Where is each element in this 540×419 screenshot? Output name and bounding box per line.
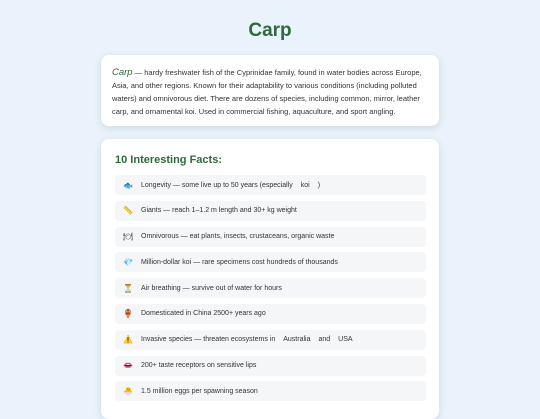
fact-item [115,330,426,350]
fish-icon: 🐟 [123,180,133,190]
fact-item [115,304,426,324]
fact-item [115,201,426,221]
fact-text: 1.5 million eggs per spawning season [141,387,258,395]
fact-highlight: koi [300,181,310,189]
fact-text: Invasive species — threaten ecosystems in [141,336,276,344]
fact-item [115,252,426,272]
facts-card [101,139,439,419]
fact-item [115,381,426,401]
fact-highlight: ) [317,181,321,189]
hatching-chick-icon: 🐣 [123,386,133,396]
fact-item [115,227,426,247]
fact-text: Longevity — some live up to 50 years (especially [141,181,293,189]
fact-list [115,175,426,407]
fact-text: Omnivorous — eat plants, insects, crustaceans, organic waste [141,233,335,241]
fact-text: Air breathing — survive out of water for hours [141,284,282,292]
lips-icon: 👄 [123,361,133,371]
intro-text: — hardy freshwater fish of the Cyprinidae family, found in water bodies across Europe, Asia, and other regions. Known for their adaptability to various conditions (including polluted waters) and omnivorous diet. There are dozens of species, including common, mirror, leather carp, and ornamental koi. Used in commercial fishing, aquaculture, and sport angling. [112,68,422,116]
hourglass-icon: ⏳ [123,283,133,293]
fact-text: 200+ taste receptors on sensitive lips [141,362,257,370]
fact-highlight: USA [338,336,353,344]
fact-highlight: and [318,336,331,344]
intro-term: Carp [112,67,133,78]
warning-icon: ⚠️ [123,335,133,345]
fact-item [115,356,426,376]
page-title: Carp [248,20,292,41]
fact-text: Million-dollar koi — rare specimens cost hundreds of thousands [141,258,338,266]
intro-card [101,55,439,126]
vase-icon: 🏺 [123,309,133,319]
fact-item [115,175,426,195]
ruler-icon: 📏 [123,206,133,216]
facts-title: 10 Interesting Facts: [115,154,222,166]
fact-item [115,278,426,298]
fact-text: Giants — reach 1–1.2 m length and 30+ kg weight [141,207,297,215]
diamond-icon: 💎 [123,257,133,267]
fork-knife-icon: 🍽 [122,232,134,242]
fact-highlight: Australia [283,336,311,344]
fact-text: Domesticated in China 2500+ years ago [141,310,266,318]
